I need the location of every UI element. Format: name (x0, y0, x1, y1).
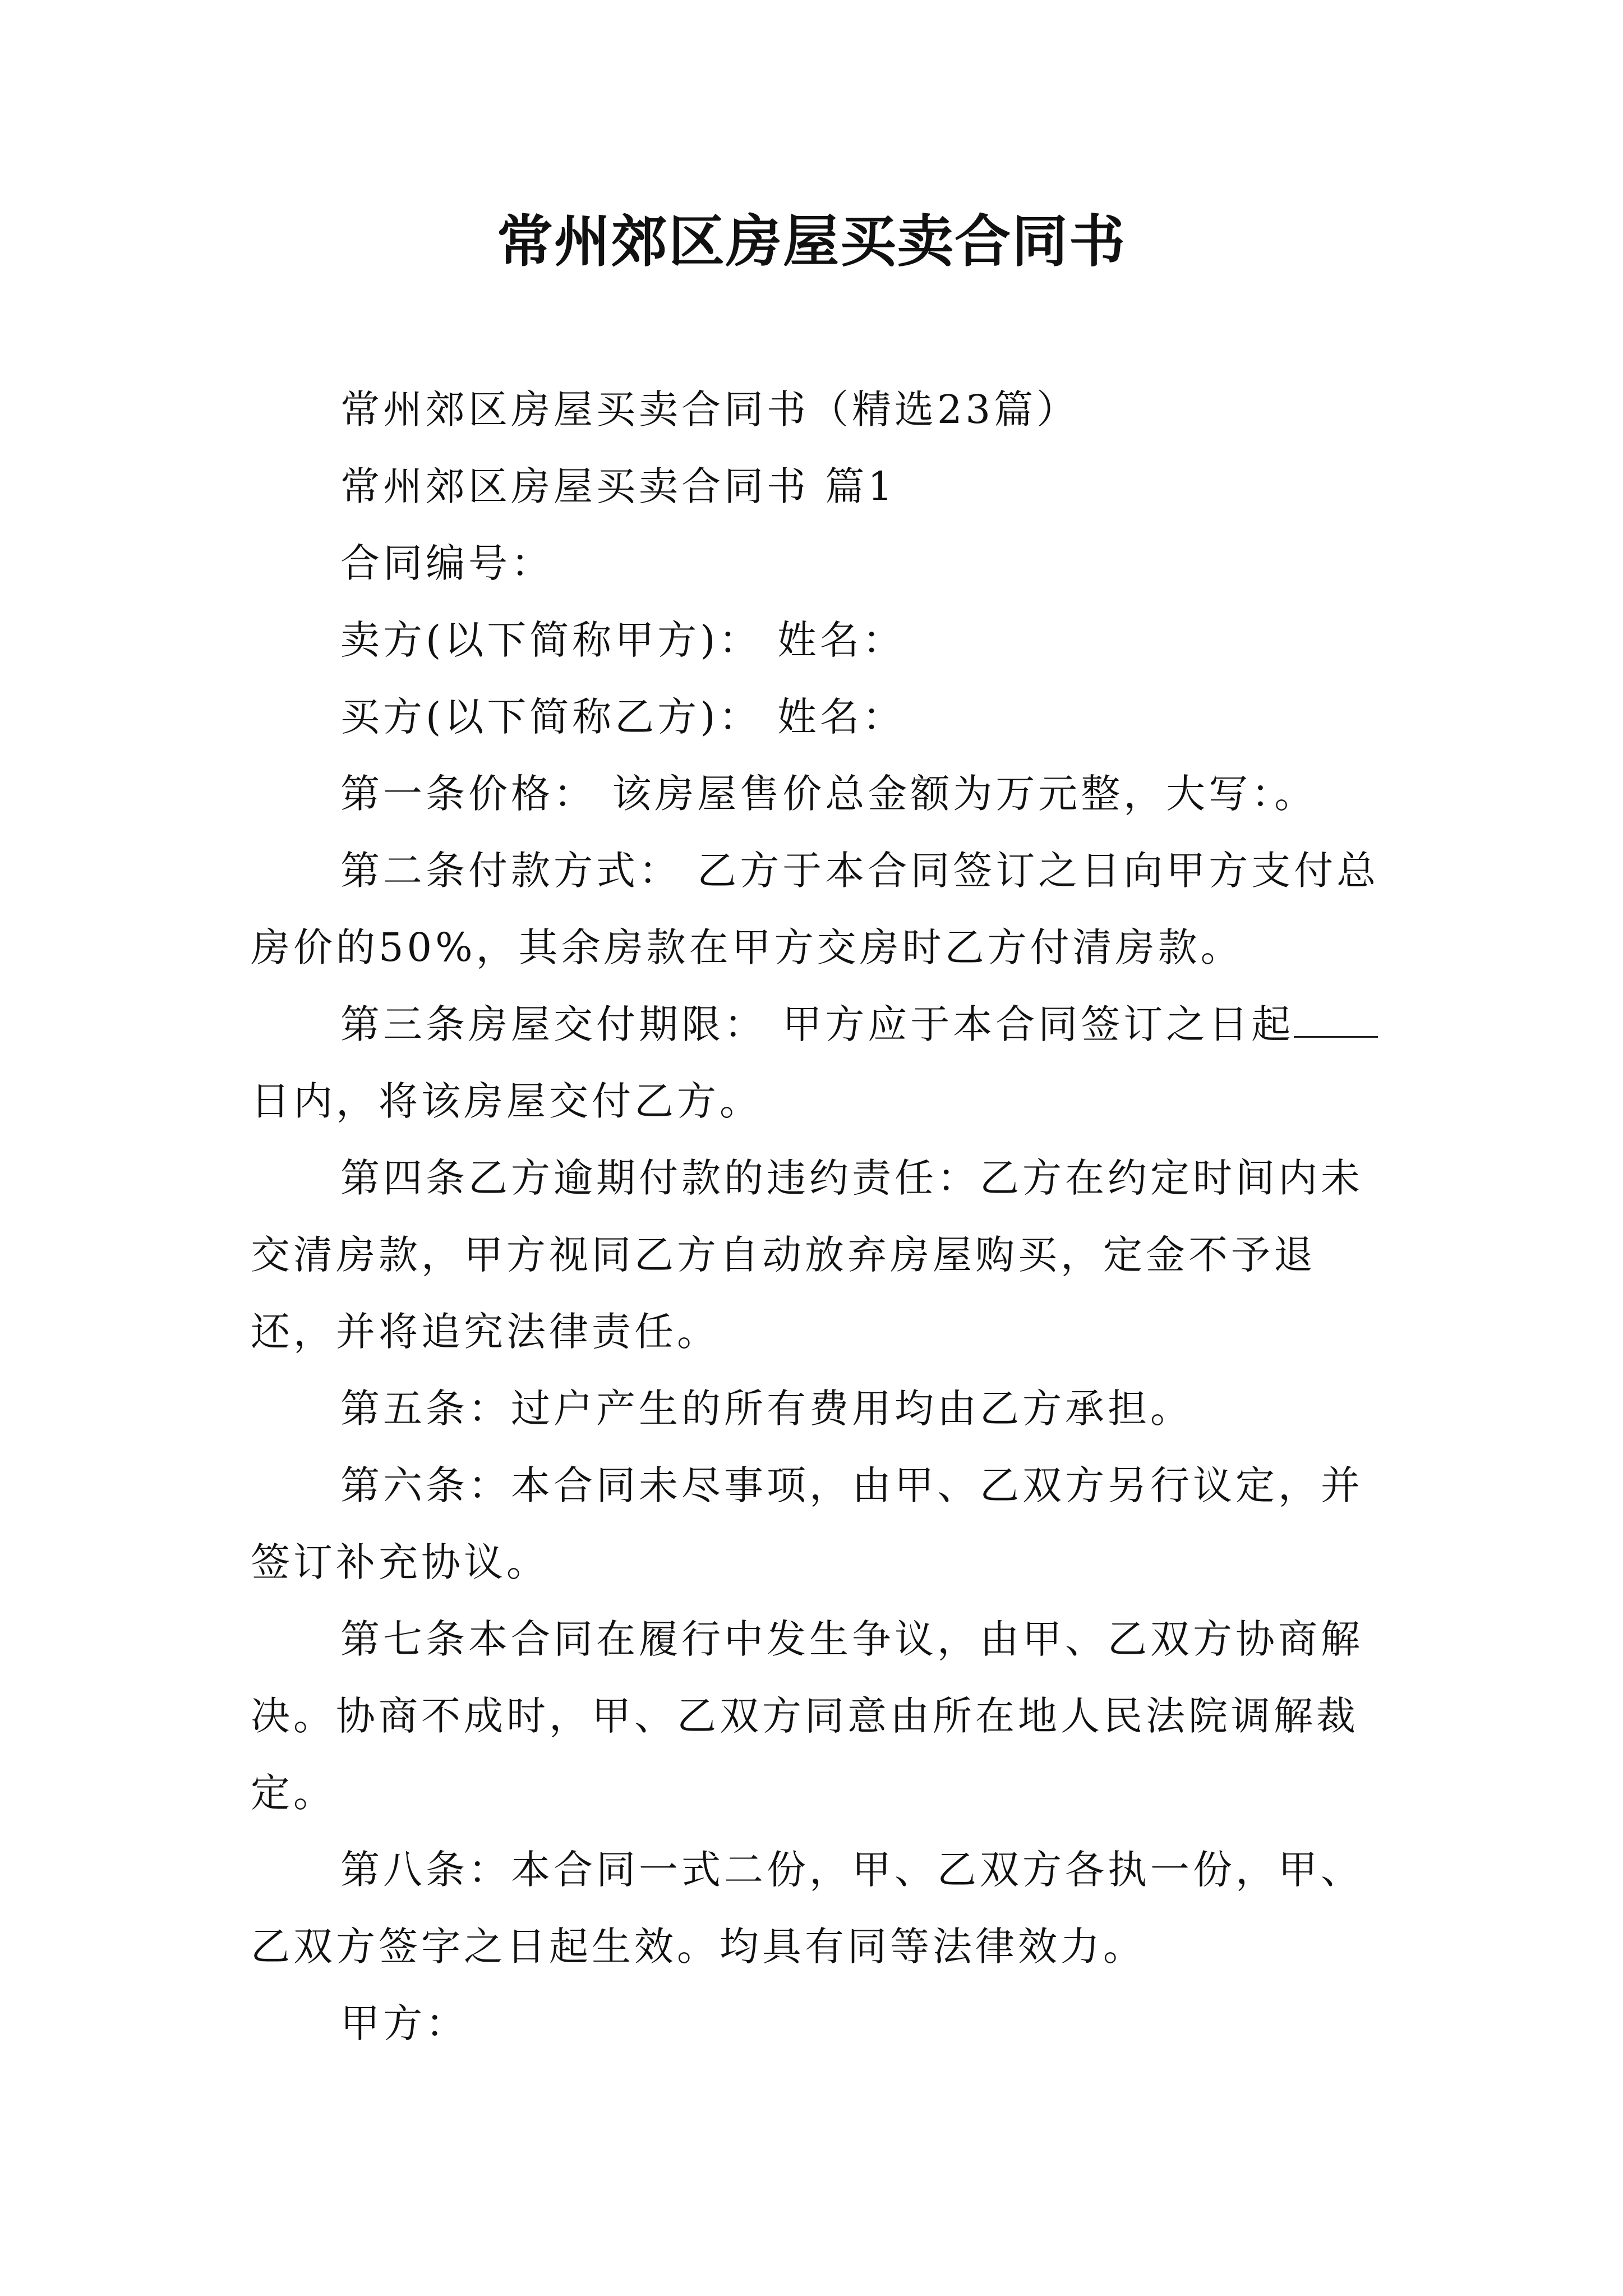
paragraph-clause-8: 第八条：本合同一式二份，甲、乙双方各执一份，甲、乙双方签字之日起生效。均具有同等法律效力。 (251, 1847, 1363, 1970)
paragraph-subtitle: 常州郊区房屋买卖合同书（精选23篇） (340, 386, 1080, 432)
paragraph-clause-1: 第一条价格： 该房屋售价总金额为万元整，大写：。 (340, 771, 1317, 817)
paragraph-clause-4: 第四条乙方逾期付款的违约责任：乙方在约定时间内未交清房款，甲方视同乙方自动放弃房屋购买，定金不予退还，并将追究法律责任。 (251, 1155, 1363, 1355)
paragraph-clause-5: 第五条：过户产生的所有费用均由乙方承担。 (340, 1386, 1193, 1432)
paragraph-clause-3 (251, 986, 1395, 1140)
paragraph-clause-6: 第六条：本合同未尽事项，由甲、乙双方另行议定，并签订补充协议。 (251, 1462, 1363, 1585)
clause-3-text-after: 日内，将该房屋交付乙方。 (251, 1078, 762, 1124)
paragraph-clause-2: 第二条付款方式： 乙方于本合同签订之日向甲方支付总房价的50%，其余房款在甲方交房时乙方付清房款。 (251, 848, 1380, 970)
paragraph-section-heading: 常州郊区房屋买卖合同书 篇1 (340, 463, 896, 509)
document-body (251, 371, 1395, 2062)
paragraph-clause-7: 第七条本合同在履行中发生争议，由甲、乙双方协商解决。协商不成时，甲、乙双方同意由所在地人民法院调解裁定。 (251, 1616, 1363, 1816)
document-title: 常州郊区房屋买卖合同书 (497, 208, 1126, 274)
paragraph-seller: 卖方(以下简称甲方)： 姓名： (340, 617, 905, 663)
clause-3-text-before: 第三条房屋交付期限： 甲方应于本合同签订之日起 (340, 1001, 1294, 1047)
paragraph-party-a-signature: 甲方： (340, 2000, 468, 2046)
paragraph-contract-number: 合同编号： (340, 540, 554, 586)
fill-in-blank (1294, 1002, 1378, 1038)
paragraph-buyer: 买方(以下简称乙方)： 姓名： (340, 694, 905, 740)
